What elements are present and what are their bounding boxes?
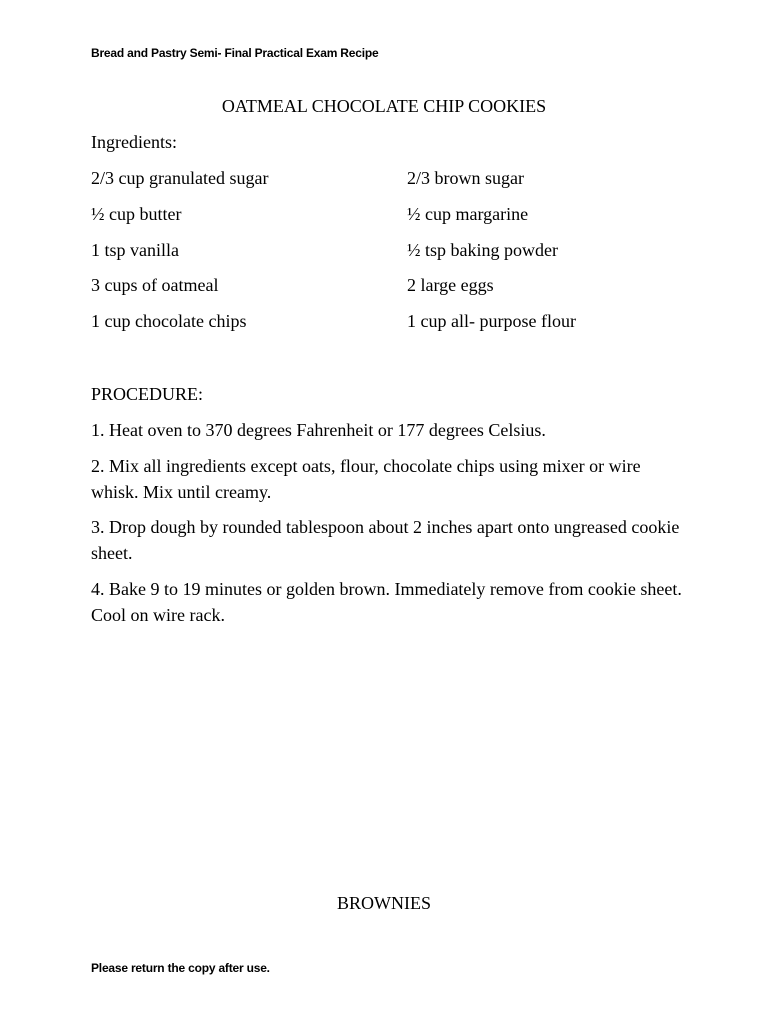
ingredient-item: 3 cups of oatmeal [91, 275, 219, 295]
recipe-title: OATMEAL CHOCOLATE CHIP COOKIES [221, 96, 547, 116]
ingredient-item: ½ cup margarine [407, 204, 529, 224]
ingredient-item: 1 cup all- purpose flour [407, 311, 576, 331]
ingredient-item: 1 cup chocolate chips [91, 311, 247, 331]
procedure-step: 1. Heat oven to 370 degrees Fahrenheit or 177 degrees Celsius. [91, 420, 546, 440]
ingredient-item: 1 tsp vanilla [91, 240, 179, 260]
procedure-heading: PROCEDURE: [91, 384, 204, 404]
ingredient-item: 2 large eggs [407, 275, 494, 295]
ingredients-heading: Ingredients: [91, 132, 177, 152]
procedure-step: 3. Drop dough by rounded tablespoon about 2 inches apart onto ungreased cookie sheet. [91, 517, 680, 563]
ingredient-item: 2/3 cup granulated sugar [91, 168, 269, 188]
ingredient-item: ½ tsp baking powder [407, 240, 558, 260]
next-recipe-title: BROWNIES [337, 893, 431, 913]
ingredient-item: 2/3 brown sugar [407, 168, 524, 188]
footer-note: Please return the copy after use. [91, 961, 270, 975]
ingredient-item: ½ cup butter [91, 204, 182, 224]
procedure-step: 2. Mix all ingredients except oats, flour, chocolate chips using mixer or wire whisk. Mix until creamy. [91, 456, 641, 502]
header-note: Bread and Pastry Semi- Final Practical Exam Recipe [91, 46, 379, 60]
procedure-step: 4. Bake 9 to 19 minutes or golden brown. Immediately remove from cookie sheet. Cool on wire rack. [91, 579, 682, 625]
